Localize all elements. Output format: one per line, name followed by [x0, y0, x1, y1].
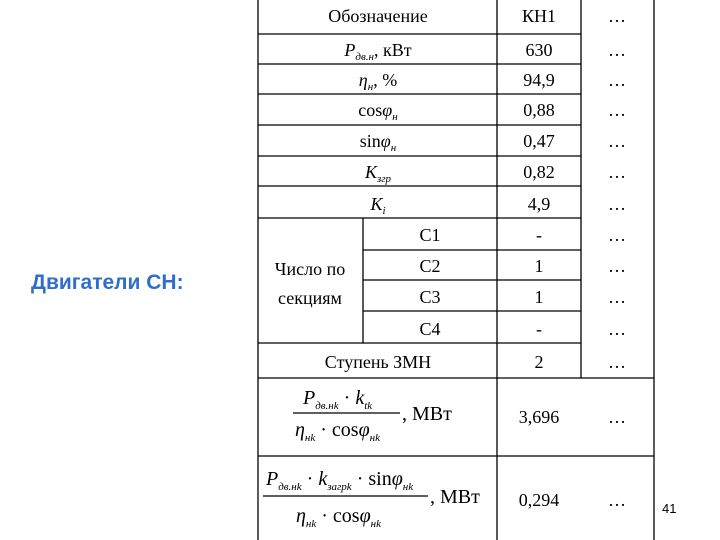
row-start-ratio-kh1: 4,9	[527, 194, 551, 214]
formula1-kh1: 3,696	[518, 407, 560, 427]
row-load-factor-more: …	[608, 162, 626, 182]
row-sin-kh1: 0,47	[523, 131, 555, 151]
row-start-ratio-label: $K_i$	[370, 194, 386, 217]
formula-reactive-fraction	[263, 468, 480, 530]
page-number: 41	[662, 501, 677, 516]
section-c3-kh1: 1	[534, 287, 544, 307]
formula2-denominator: $\eta_{нk} \cdot \cos\varphi_{нk}$	[296, 505, 382, 530]
formula1-denominator: $\eta_{нk} \cdot \cos\varphi_{нk}$	[295, 419, 381, 444]
section-c2-name: С2	[419, 256, 441, 276]
section-c4-kh1: -	[536, 319, 542, 339]
row-efficiency-label: $\eta_н$, %	[358, 70, 398, 93]
side-title: Двигатели СН:	[31, 271, 184, 294]
section-c2-more: …	[608, 256, 626, 276]
row-stage-more: …	[608, 352, 626, 372]
section-c2-kh1: 1	[534, 256, 544, 276]
row-cos-kh1: 0,88	[523, 100, 555, 120]
section-c3-name: С3	[419, 287, 441, 307]
section-c1-more: …	[608, 225, 626, 245]
section-c3-more: …	[608, 287, 626, 307]
row-cos-more: …	[608, 100, 626, 120]
row-stage-kh1: 2	[534, 352, 544, 372]
section-c1-name: С1	[419, 225, 441, 245]
formula2-kh1: 0,294	[518, 490, 560, 510]
formula2-numerator: $P_{дв.нk} \cdot k_{загрk} \cdot \sin\varphi_{нk}$	[266, 468, 414, 493]
header-more: …	[608, 6, 626, 26]
row-power-kh1: 630	[525, 40, 553, 60]
formula1-unit: , МВт	[402, 403, 452, 425]
header-designation: Обозначение	[328, 6, 428, 26]
row-power-label: $P_{дв.н}$, кВт	[344, 40, 412, 63]
row-cos-label: cosφ$_н$	[358, 100, 398, 123]
row-sin-label: sinφ$_н$	[359, 131, 397, 154]
formula2-more: …	[608, 490, 626, 510]
row-power-more: …	[608, 40, 626, 60]
row-efficiency-more: …	[608, 70, 626, 90]
header-kh1: КН1	[521, 6, 557, 26]
sections-label-line1: Число по	[274, 259, 346, 279]
row-stage-label: Ступень ЗМН	[324, 352, 432, 372]
row-start-ratio-more: …	[608, 194, 626, 214]
row-load-factor-kh1: 0,82	[523, 162, 555, 182]
row-load-factor-label: $K_{згр}$	[364, 162, 392, 185]
section-c1-kh1: -	[536, 225, 542, 245]
section-c4-name: С4	[419, 319, 441, 339]
row-efficiency-kh1: 94,9	[523, 70, 555, 90]
formula-power-fraction	[293, 387, 452, 444]
row-sin-more: …	[608, 131, 626, 151]
formula2-unit: , МВт	[430, 486, 480, 508]
formula1-numerator: $P_{дв.нk} \cdot k_{tk}$	[303, 387, 373, 412]
section-c4-more: …	[608, 319, 626, 339]
sections-label-line2: секциям	[278, 288, 342, 308]
formula1-more: …	[608, 407, 626, 427]
